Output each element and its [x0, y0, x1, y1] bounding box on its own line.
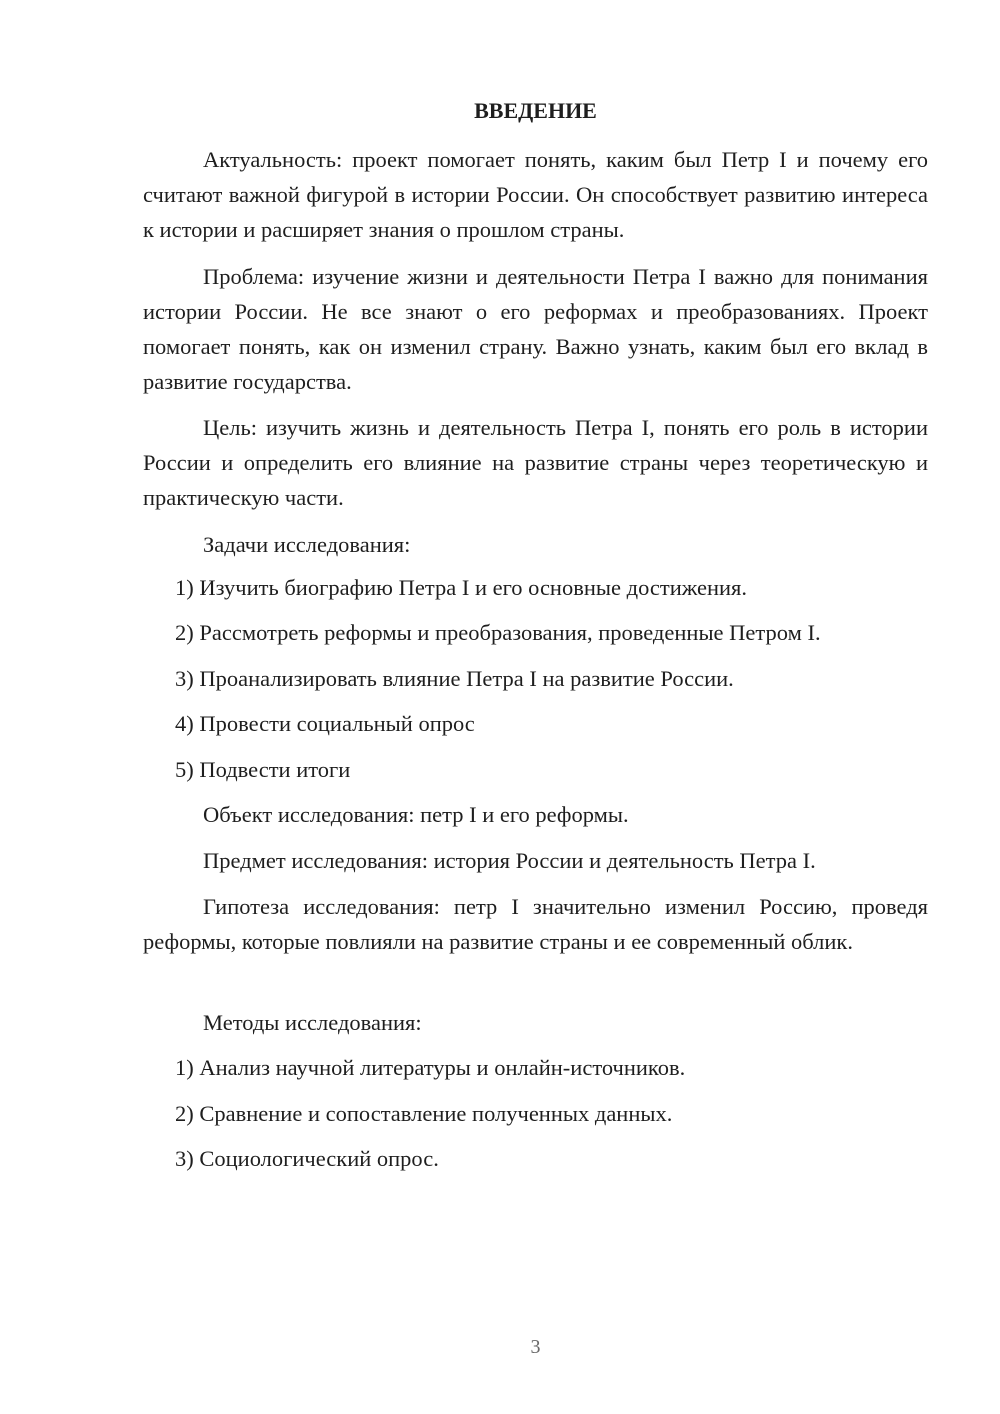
task-item: 2) Рассмотреть реформы и преобразования, проведенные Петром I. [175, 620, 821, 645]
tasks-heading: Задачи исследования: [203, 532, 411, 557]
research-subject: Предмет исследования: история России и деятельность Петра I. [203, 848, 816, 873]
research-object: Объект исследования: петр I и его реформы. [203, 802, 629, 827]
relevance-paragraph: Актуальность: проект помогает понять, каким был Петр I и почему его считают важной фигурой в истории России. Он способствует развитию интереса к истории и расширяет знания о прошлом страны. [143, 147, 928, 242]
task-item: 3) Проанализировать влияние Петра I на развитие России. [175, 666, 734, 691]
task-item: 4) Провести социальный опрос [175, 711, 475, 736]
problem-paragraph: Проблема: изучение жизни и деятельности Петра I важно для понимания истории России. Не все знают о его реформах и преобразованиях. Проект помогает понять, как он изменил страну. Важно узнать, каким был его вклад в развитие государства. [143, 264, 928, 394]
goal-paragraph: Цель: изучить жизнь и деятельность Петра I, понять его роль в истории России и определить его влияние на развитие страны через теоретическую и практическую части. [143, 415, 928, 510]
page-number: 3 [530, 1336, 541, 1358]
task-item: 1) Изучить биографию Петра I и его основные достижения. [175, 575, 748, 600]
hypothesis-paragraph: Гипотеза исследования: петр I значительно изменил Россию, проведя реформы, которые повлияли на развитие страны и ее современный облик. [143, 894, 928, 954]
page-title: ВВЕДЕНИЕ [474, 98, 597, 123]
method-item: 1) Анализ научной литературы и онлайн-источников. [175, 1055, 686, 1080]
method-item: 2) Сравнение и сопоставление полученных данных. [175, 1101, 673, 1126]
methods-heading: Методы исследования: [203, 1010, 422, 1035]
document-page [143, 0, 928, 1414]
method-item: 3) Социологический опрос. [175, 1146, 439, 1171]
task-item: 5) Подвести итоги [175, 757, 351, 782]
